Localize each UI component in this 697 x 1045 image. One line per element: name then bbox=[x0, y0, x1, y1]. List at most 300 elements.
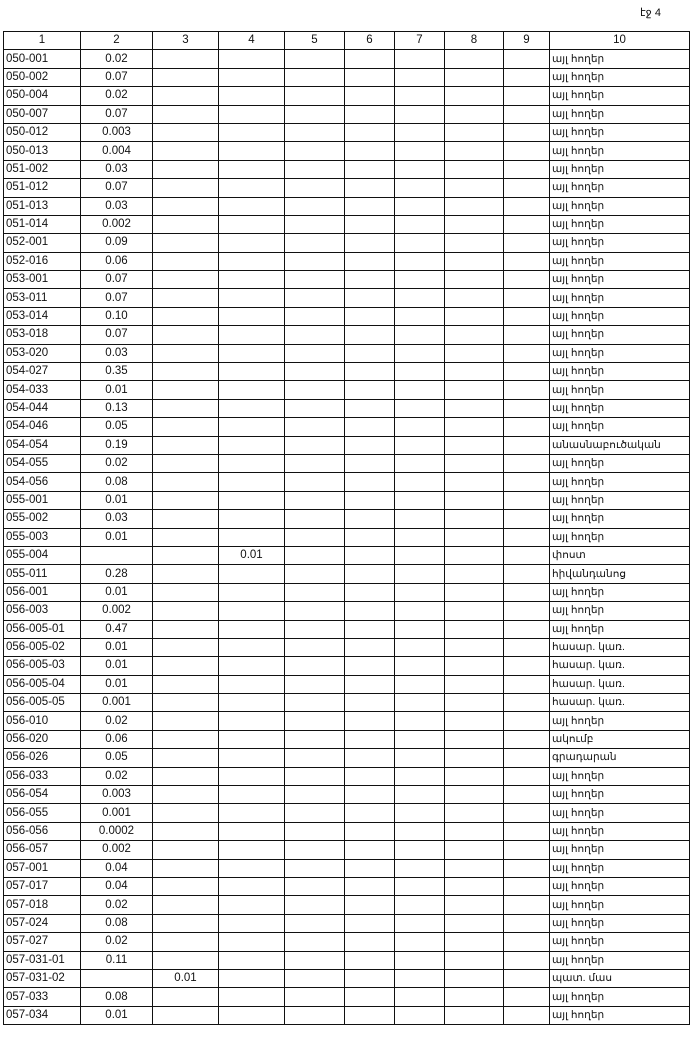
column-8-cell bbox=[445, 142, 504, 160]
column-7-cell bbox=[395, 859, 445, 877]
column-8-cell bbox=[445, 602, 504, 620]
column-6-cell bbox=[345, 877, 395, 895]
parcel-code-cell: 057-033 bbox=[4, 988, 81, 1006]
column-8-cell bbox=[445, 565, 504, 583]
column-6-cell bbox=[345, 546, 395, 564]
column-5-cell bbox=[285, 491, 345, 509]
column-5-cell bbox=[285, 510, 345, 528]
area-cell: 0.03 bbox=[81, 510, 153, 528]
table-row bbox=[4, 786, 690, 804]
column-9-cell bbox=[504, 694, 550, 712]
parcel-code-cell: 054-033 bbox=[4, 381, 81, 399]
column-9-cell bbox=[504, 859, 550, 877]
land-use-cell: այլ հողեր bbox=[550, 363, 690, 381]
column-5-cell bbox=[285, 749, 345, 767]
column-7-cell bbox=[395, 749, 445, 767]
parcel-code-cell: 056-005-02 bbox=[4, 638, 81, 656]
column-5-cell bbox=[285, 933, 345, 951]
column-5-cell bbox=[285, 602, 345, 620]
parcel-code-cell: 050-004 bbox=[4, 87, 81, 105]
column-9-cell bbox=[504, 583, 550, 601]
table-row bbox=[4, 528, 690, 546]
column-4-cell bbox=[219, 694, 285, 712]
column-8-cell bbox=[445, 289, 504, 307]
column-9-cell bbox=[504, 142, 550, 160]
column-8-cell bbox=[445, 473, 504, 491]
column-4-cell bbox=[219, 528, 285, 546]
column-6-cell bbox=[345, 436, 395, 454]
column-8-cell bbox=[445, 749, 504, 767]
column-6-cell bbox=[345, 234, 395, 252]
land-use-cell: այլ հողեր bbox=[550, 620, 690, 638]
column-7-cell bbox=[395, 105, 445, 123]
column-6-cell bbox=[345, 105, 395, 123]
column-5-cell bbox=[285, 546, 345, 564]
area-cell: 0.002 bbox=[81, 215, 153, 233]
column-4-cell bbox=[219, 363, 285, 381]
table-row bbox=[4, 767, 690, 785]
land-use-cell: այլ հողեր bbox=[550, 914, 690, 932]
land-use-cell: այլ հողեր bbox=[550, 160, 690, 178]
parcel-code-cell: 053-014 bbox=[4, 307, 81, 325]
table-row bbox=[4, 638, 690, 656]
land-use-cell: հասար. կառ. bbox=[550, 694, 690, 712]
column-5-cell bbox=[285, 914, 345, 932]
column-3-cell bbox=[153, 418, 219, 436]
land-use-cell: ակումբ bbox=[550, 730, 690, 748]
column-4-cell bbox=[219, 179, 285, 197]
column-3-cell bbox=[153, 234, 219, 252]
table-row bbox=[4, 307, 690, 325]
column-9-cell bbox=[504, 951, 550, 969]
column-4-cell bbox=[219, 454, 285, 472]
column-4-cell bbox=[219, 730, 285, 748]
column-9-cell bbox=[504, 638, 550, 656]
column-4-cell bbox=[219, 602, 285, 620]
column-4-cell bbox=[219, 271, 285, 289]
column-4-cell bbox=[219, 197, 285, 215]
column-9-cell bbox=[504, 454, 550, 472]
land-use-cell: հասար. կառ. bbox=[550, 675, 690, 693]
parcel-code-cell: 054-055 bbox=[4, 454, 81, 472]
column-3-cell bbox=[153, 1006, 219, 1024]
column-3-cell bbox=[153, 804, 219, 822]
column-3-cell bbox=[153, 160, 219, 178]
column-9-cell bbox=[504, 933, 550, 951]
column-4-cell bbox=[219, 491, 285, 509]
column-4-cell bbox=[219, 951, 285, 969]
land-use-cell: այլ հողեր bbox=[550, 87, 690, 105]
parcel-code-cell: 050-002 bbox=[4, 68, 81, 86]
parcel-code-cell: 050-013 bbox=[4, 142, 81, 160]
column-5-cell bbox=[285, 363, 345, 381]
column-8-cell bbox=[445, 123, 504, 141]
column-3-cell bbox=[153, 105, 219, 123]
column-9-cell bbox=[504, 381, 550, 399]
column-header-5: 5 bbox=[285, 32, 345, 50]
column-9-cell bbox=[504, 877, 550, 895]
table-row bbox=[4, 988, 690, 1006]
column-6-cell bbox=[345, 657, 395, 675]
column-3-cell bbox=[153, 712, 219, 730]
column-4-cell bbox=[219, 804, 285, 822]
column-4-cell bbox=[219, 896, 285, 914]
parcel-code-cell: 056-033 bbox=[4, 767, 81, 785]
parcel-code-cell: 056-005-03 bbox=[4, 657, 81, 675]
column-header-3: 3 bbox=[153, 32, 219, 50]
table-row bbox=[4, 436, 690, 454]
column-4-cell bbox=[219, 123, 285, 141]
column-7-cell bbox=[395, 583, 445, 601]
column-3-cell bbox=[153, 252, 219, 270]
area-cell: 0.001 bbox=[81, 694, 153, 712]
table-row bbox=[4, 473, 690, 491]
column-3-cell bbox=[153, 988, 219, 1006]
column-6-cell bbox=[345, 969, 395, 987]
column-3-cell bbox=[153, 528, 219, 546]
column-7-cell bbox=[395, 436, 445, 454]
land-use-cell: այլ հողեր bbox=[550, 988, 690, 1006]
column-header-10: 10 bbox=[550, 32, 690, 50]
column-7-cell bbox=[395, 197, 445, 215]
column-7-cell bbox=[395, 252, 445, 270]
column-header-2: 2 bbox=[81, 32, 153, 50]
column-9-cell bbox=[504, 105, 550, 123]
area-cell: 0.08 bbox=[81, 988, 153, 1006]
column-7-cell bbox=[395, 620, 445, 638]
column-3-cell bbox=[153, 675, 219, 693]
column-3-cell bbox=[153, 454, 219, 472]
table-row bbox=[4, 87, 690, 105]
table-body bbox=[4, 50, 690, 1025]
column-5-cell bbox=[285, 877, 345, 895]
parcel-code-cell: 050-001 bbox=[4, 50, 81, 68]
column-6-cell bbox=[345, 565, 395, 583]
table-row bbox=[4, 602, 690, 620]
land-use-cell: այլ հողեր bbox=[550, 50, 690, 68]
table-row bbox=[4, 841, 690, 859]
column-7-cell bbox=[395, 68, 445, 86]
area-cell: 0.09 bbox=[81, 234, 153, 252]
parcel-code-cell: 054-054 bbox=[4, 436, 81, 454]
land-use-cell: հասար. կառ. bbox=[550, 638, 690, 656]
column-5-cell bbox=[285, 326, 345, 344]
column-3-cell bbox=[153, 914, 219, 932]
column-6-cell bbox=[345, 730, 395, 748]
column-7-cell bbox=[395, 363, 445, 381]
land-use-cell: այլ հողեր bbox=[550, 859, 690, 877]
column-5-cell bbox=[285, 969, 345, 987]
column-5-cell bbox=[285, 234, 345, 252]
column-9-cell bbox=[504, 1006, 550, 1024]
column-9-cell bbox=[504, 988, 550, 1006]
column-7-cell bbox=[395, 675, 445, 693]
column-8-cell bbox=[445, 804, 504, 822]
column-6-cell bbox=[345, 859, 395, 877]
parcel-code-cell: 057-001 bbox=[4, 859, 81, 877]
column-9-cell bbox=[504, 565, 550, 583]
land-use-cell: այլ հողեր bbox=[550, 933, 690, 951]
land-use-cell: այլ հողեր bbox=[550, 142, 690, 160]
column-5-cell bbox=[285, 638, 345, 656]
column-5-cell bbox=[285, 694, 345, 712]
column-9-cell bbox=[504, 491, 550, 509]
column-3-cell bbox=[153, 546, 219, 564]
column-8-cell bbox=[445, 638, 504, 656]
column-8-cell bbox=[445, 418, 504, 436]
column-5-cell bbox=[285, 105, 345, 123]
area-cell: 0.05 bbox=[81, 418, 153, 436]
column-5-cell bbox=[285, 1006, 345, 1024]
column-5-cell bbox=[285, 142, 345, 160]
column-4-cell bbox=[219, 859, 285, 877]
column-3-cell bbox=[153, 896, 219, 914]
column-9-cell bbox=[504, 289, 550, 307]
column-4-cell bbox=[219, 344, 285, 362]
column-4-cell bbox=[219, 50, 285, 68]
land-use-cell: այլ հողեր bbox=[550, 877, 690, 895]
column-4-cell bbox=[219, 142, 285, 160]
column-6-cell bbox=[345, 160, 395, 178]
column-3-cell bbox=[153, 289, 219, 307]
table-row bbox=[4, 252, 690, 270]
column-4-cell bbox=[219, 1006, 285, 1024]
column-9-cell bbox=[504, 657, 550, 675]
parcel-code-cell: 050-012 bbox=[4, 123, 81, 141]
column-8-cell bbox=[445, 252, 504, 270]
column-9-cell bbox=[504, 436, 550, 454]
table-row bbox=[4, 804, 690, 822]
column-7-cell bbox=[395, 804, 445, 822]
column-6-cell bbox=[345, 767, 395, 785]
column-4-cell bbox=[219, 933, 285, 951]
column-8-cell bbox=[445, 583, 504, 601]
column-5-cell bbox=[285, 289, 345, 307]
column-9-cell bbox=[504, 87, 550, 105]
land-use-cell: հիվանդանոց bbox=[550, 565, 690, 583]
column-3-cell bbox=[153, 436, 219, 454]
column-9-cell bbox=[504, 712, 550, 730]
parcel-code-cell: 052-001 bbox=[4, 234, 81, 252]
column-7-cell bbox=[395, 712, 445, 730]
column-header-9: 9 bbox=[504, 32, 550, 50]
table-row bbox=[4, 123, 690, 141]
column-5-cell bbox=[285, 307, 345, 325]
column-3-cell bbox=[153, 123, 219, 141]
column-6-cell bbox=[345, 528, 395, 546]
land-use-cell: այլ հողեր bbox=[550, 179, 690, 197]
table-row bbox=[4, 50, 690, 68]
column-5-cell bbox=[285, 50, 345, 68]
column-5-cell bbox=[285, 767, 345, 785]
land-use-cell: հասար. կառ. bbox=[550, 657, 690, 675]
column-9-cell bbox=[504, 914, 550, 932]
column-6-cell bbox=[345, 289, 395, 307]
column-4-cell bbox=[219, 307, 285, 325]
column-5-cell bbox=[285, 344, 345, 362]
column-7-cell bbox=[395, 730, 445, 748]
column-7-cell bbox=[395, 179, 445, 197]
column-7-cell bbox=[395, 767, 445, 785]
area-cell: 0.001 bbox=[81, 804, 153, 822]
column-4-cell bbox=[219, 381, 285, 399]
parcel-code-cell: 057-024 bbox=[4, 914, 81, 932]
column-8-cell bbox=[445, 160, 504, 178]
column-9-cell bbox=[504, 307, 550, 325]
column-6-cell bbox=[345, 804, 395, 822]
land-use-cell: այլ հողեր bbox=[550, 804, 690, 822]
page-number-label: էջ 4 bbox=[640, 7, 661, 19]
column-8-cell bbox=[445, 179, 504, 197]
column-5-cell bbox=[285, 675, 345, 693]
column-6-cell bbox=[345, 510, 395, 528]
column-8-cell bbox=[445, 877, 504, 895]
table-row bbox=[4, 234, 690, 252]
column-4-cell bbox=[219, 675, 285, 693]
column-3-cell bbox=[153, 326, 219, 344]
column-3-cell bbox=[153, 583, 219, 601]
parcel-code-cell: 056-010 bbox=[4, 712, 81, 730]
column-5-cell bbox=[285, 418, 345, 436]
column-8-cell bbox=[445, 767, 504, 785]
parcel-code-cell: 057-027 bbox=[4, 933, 81, 951]
column-8-cell bbox=[445, 896, 504, 914]
area-cell: 0.10 bbox=[81, 307, 153, 325]
parcel-code-cell: 056-005-05 bbox=[4, 694, 81, 712]
column-8-cell bbox=[445, 675, 504, 693]
column-9-cell bbox=[504, 252, 550, 270]
column-header-6: 6 bbox=[345, 32, 395, 50]
area-cell: 0.02 bbox=[81, 50, 153, 68]
table-row bbox=[4, 749, 690, 767]
parcel-code-cell: 053-018 bbox=[4, 326, 81, 344]
column-5-cell bbox=[285, 859, 345, 877]
column-7-cell bbox=[395, 326, 445, 344]
column-6-cell bbox=[345, 914, 395, 932]
area-cell: 0.003 bbox=[81, 123, 153, 141]
table-row bbox=[4, 142, 690, 160]
column-9-cell bbox=[504, 546, 550, 564]
table-row bbox=[4, 160, 690, 178]
area-cell: 0.003 bbox=[81, 786, 153, 804]
column-6-cell bbox=[345, 252, 395, 270]
column-6-cell bbox=[345, 215, 395, 233]
column-9-cell bbox=[504, 841, 550, 859]
column-4-cell bbox=[219, 712, 285, 730]
column-4-cell bbox=[219, 418, 285, 436]
column-8-cell bbox=[445, 694, 504, 712]
table-row bbox=[4, 381, 690, 399]
column-5-cell bbox=[285, 381, 345, 399]
column-9-cell bbox=[504, 804, 550, 822]
column-3-cell bbox=[153, 271, 219, 289]
column-6-cell bbox=[345, 749, 395, 767]
column-6-cell bbox=[345, 179, 395, 197]
area-cell: 0.13 bbox=[81, 399, 153, 417]
parcel-code-cell: 051-013 bbox=[4, 197, 81, 215]
column-9-cell bbox=[504, 620, 550, 638]
column-4-cell bbox=[219, 822, 285, 840]
column-8-cell bbox=[445, 786, 504, 804]
column-6-cell bbox=[345, 933, 395, 951]
area-cell: 0.06 bbox=[81, 730, 153, 748]
column-4-cell bbox=[219, 215, 285, 233]
table-row bbox=[4, 565, 690, 583]
column-header-4: 4 bbox=[219, 32, 285, 50]
land-use-cell: այլ հողեր bbox=[550, 712, 690, 730]
column-8-cell bbox=[445, 344, 504, 362]
column-7-cell bbox=[395, 969, 445, 987]
column-3-cell bbox=[153, 657, 219, 675]
parcel-code-cell: 055-002 bbox=[4, 510, 81, 528]
column-9-cell bbox=[504, 179, 550, 197]
column-9-cell bbox=[504, 822, 550, 840]
column-9-cell bbox=[504, 399, 550, 417]
land-use-cell: այլ հողեր bbox=[550, 418, 690, 436]
parcel-code-cell: 056-054 bbox=[4, 786, 81, 804]
column-6-cell bbox=[345, 381, 395, 399]
column-9-cell bbox=[504, 896, 550, 914]
land-use-cell: այլ հողեր bbox=[550, 454, 690, 472]
column-8-cell bbox=[445, 969, 504, 987]
column-5-cell bbox=[285, 215, 345, 233]
column-7-cell bbox=[395, 399, 445, 417]
column-7-cell bbox=[395, 215, 445, 233]
column-3-cell bbox=[153, 565, 219, 583]
parcel-code-cell: 056-001 bbox=[4, 583, 81, 601]
column-8-cell bbox=[445, 951, 504, 969]
column-4-cell bbox=[219, 68, 285, 86]
area-cell: 0.0002 bbox=[81, 822, 153, 840]
column-4-cell bbox=[219, 473, 285, 491]
table-row bbox=[4, 344, 690, 362]
column-9-cell bbox=[504, 767, 550, 785]
table-row bbox=[4, 914, 690, 932]
column-3-cell: 0.01 bbox=[153, 969, 219, 987]
column-3-cell bbox=[153, 197, 219, 215]
column-8-cell bbox=[445, 491, 504, 509]
area-cell: 0.08 bbox=[81, 473, 153, 491]
column-7-cell bbox=[395, 602, 445, 620]
land-use-cell: այլ հողեր bbox=[550, 344, 690, 362]
parcel-code-cell: 057-034 bbox=[4, 1006, 81, 1024]
column-4-cell bbox=[219, 620, 285, 638]
table-row bbox=[4, 289, 690, 307]
land-use-cell: այլ հողեր bbox=[550, 896, 690, 914]
column-6-cell bbox=[345, 491, 395, 509]
land-use-cell: այլ հողեր bbox=[550, 767, 690, 785]
table-row bbox=[4, 271, 690, 289]
table-row bbox=[4, 326, 690, 344]
land-use-cell: գրադարան bbox=[550, 749, 690, 767]
column-3-cell bbox=[153, 179, 219, 197]
column-3-cell bbox=[153, 215, 219, 233]
column-8-cell bbox=[445, 712, 504, 730]
column-7-cell bbox=[395, 142, 445, 160]
column-3-cell bbox=[153, 142, 219, 160]
column-5-cell bbox=[285, 528, 345, 546]
table-row bbox=[4, 859, 690, 877]
column-6-cell bbox=[345, 123, 395, 141]
column-9-cell bbox=[504, 786, 550, 804]
column-7-cell bbox=[395, 123, 445, 141]
column-8-cell bbox=[445, 730, 504, 748]
area-cell: 0.02 bbox=[81, 767, 153, 785]
column-8-cell bbox=[445, 381, 504, 399]
column-7-cell bbox=[395, 988, 445, 1006]
parcel-code-cell: 051-002 bbox=[4, 160, 81, 178]
column-5-cell bbox=[285, 841, 345, 859]
